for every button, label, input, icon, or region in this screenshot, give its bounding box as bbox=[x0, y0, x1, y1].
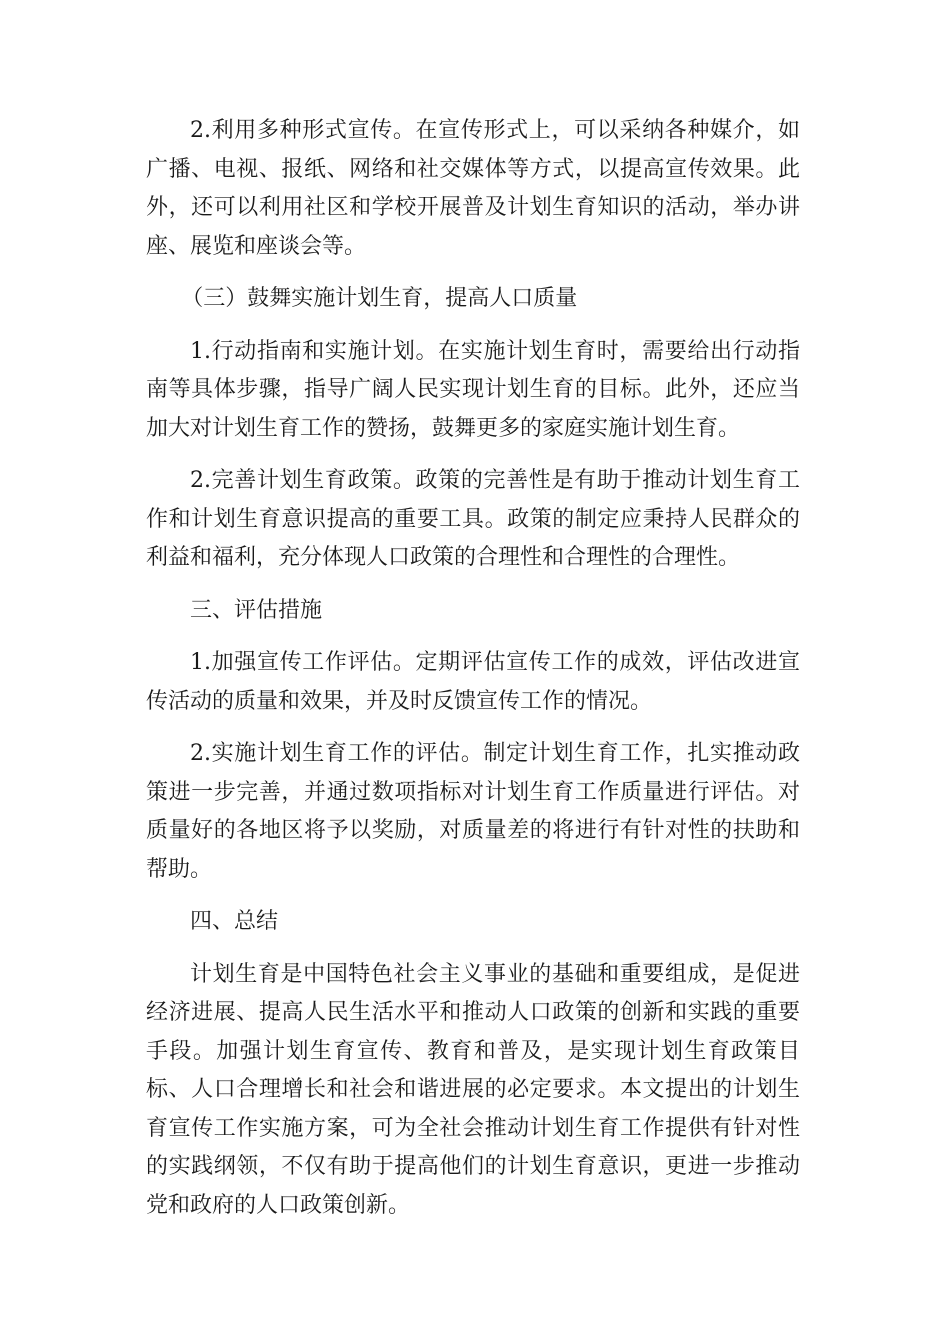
section-heading-evaluation: 三、评估措施 bbox=[190, 597, 323, 623]
paragraph-work-evaluation: 2.实施计划生育工作的评估。制定计划生育工作，扎实推动政策进一步完善，并通过数项指标对计划生育工作质量进行评估。对质量好的各地区将予以奖励，对质量差的将进行有针对性的扶助和帮助。 bbox=[146, 741, 800, 882]
section-heading-encourage-family-planning: （三）鼓舞实施计划生育，提高人口质量 bbox=[181, 286, 578, 311]
section-heading-summary: 四、总结 bbox=[190, 909, 279, 934]
paragraph-publicity-evaluation: 1.加强宣传工作评估。定期评估宣传工作的成效，评估改进宣传活动的质量和效果，并及时反馈宣传工作的情况。 bbox=[146, 650, 800, 714]
paragraph-policy-improvement: 2.完善计划生育政策。政策的完善性是有助于推动计划生育工作和计划生育意识提高的重要工具。政策的制定应秉持人民群众的利益和福利，充分体现人口政策的合理性和合理性的合理性。 bbox=[146, 468, 800, 570]
paragraph-media-publicity: 2.利用多种形式宣传。在宣传形式上，可以采纳各种媒介，如广播、电视、报纸、网络和社交媒体等方式，以提高宣传效果。此外，还可以利用社区和学校开展普及计划生育知识的活动，举办讲座、展览和座谈会等。 bbox=[146, 118, 800, 259]
paragraph-action-guide: 1.行动指南和实施计划。在实施计划生育时，需要给出行动指南等具体步骤，指导广阔人民实现计划生育的目标。此外，还应当加大对计划生育工作的赞扬，鼓舞更多的家庭实施计划生育。 bbox=[146, 338, 800, 441]
paragraph-summary: 计划生育是中国特色社会主义事业的基础和重要组成，是促进经济进展、提高人民生活水平和推动人口政策的创新和实践的重要手段。加强计划生育宣传、教育和普及，是实现计划生育政策目标、人口合理增长和社会和谐进展的必定要求。本文提出的计划生育宣传工作实施方案，可为全社会推动计划生育工作提供有针对性的实践纲领，不仅有助于提高他们的计划生育意识，更进一步推动党和政府的人口政策创新。 bbox=[146, 961, 800, 1218]
document-page bbox=[146, 112, 800, 1239]
